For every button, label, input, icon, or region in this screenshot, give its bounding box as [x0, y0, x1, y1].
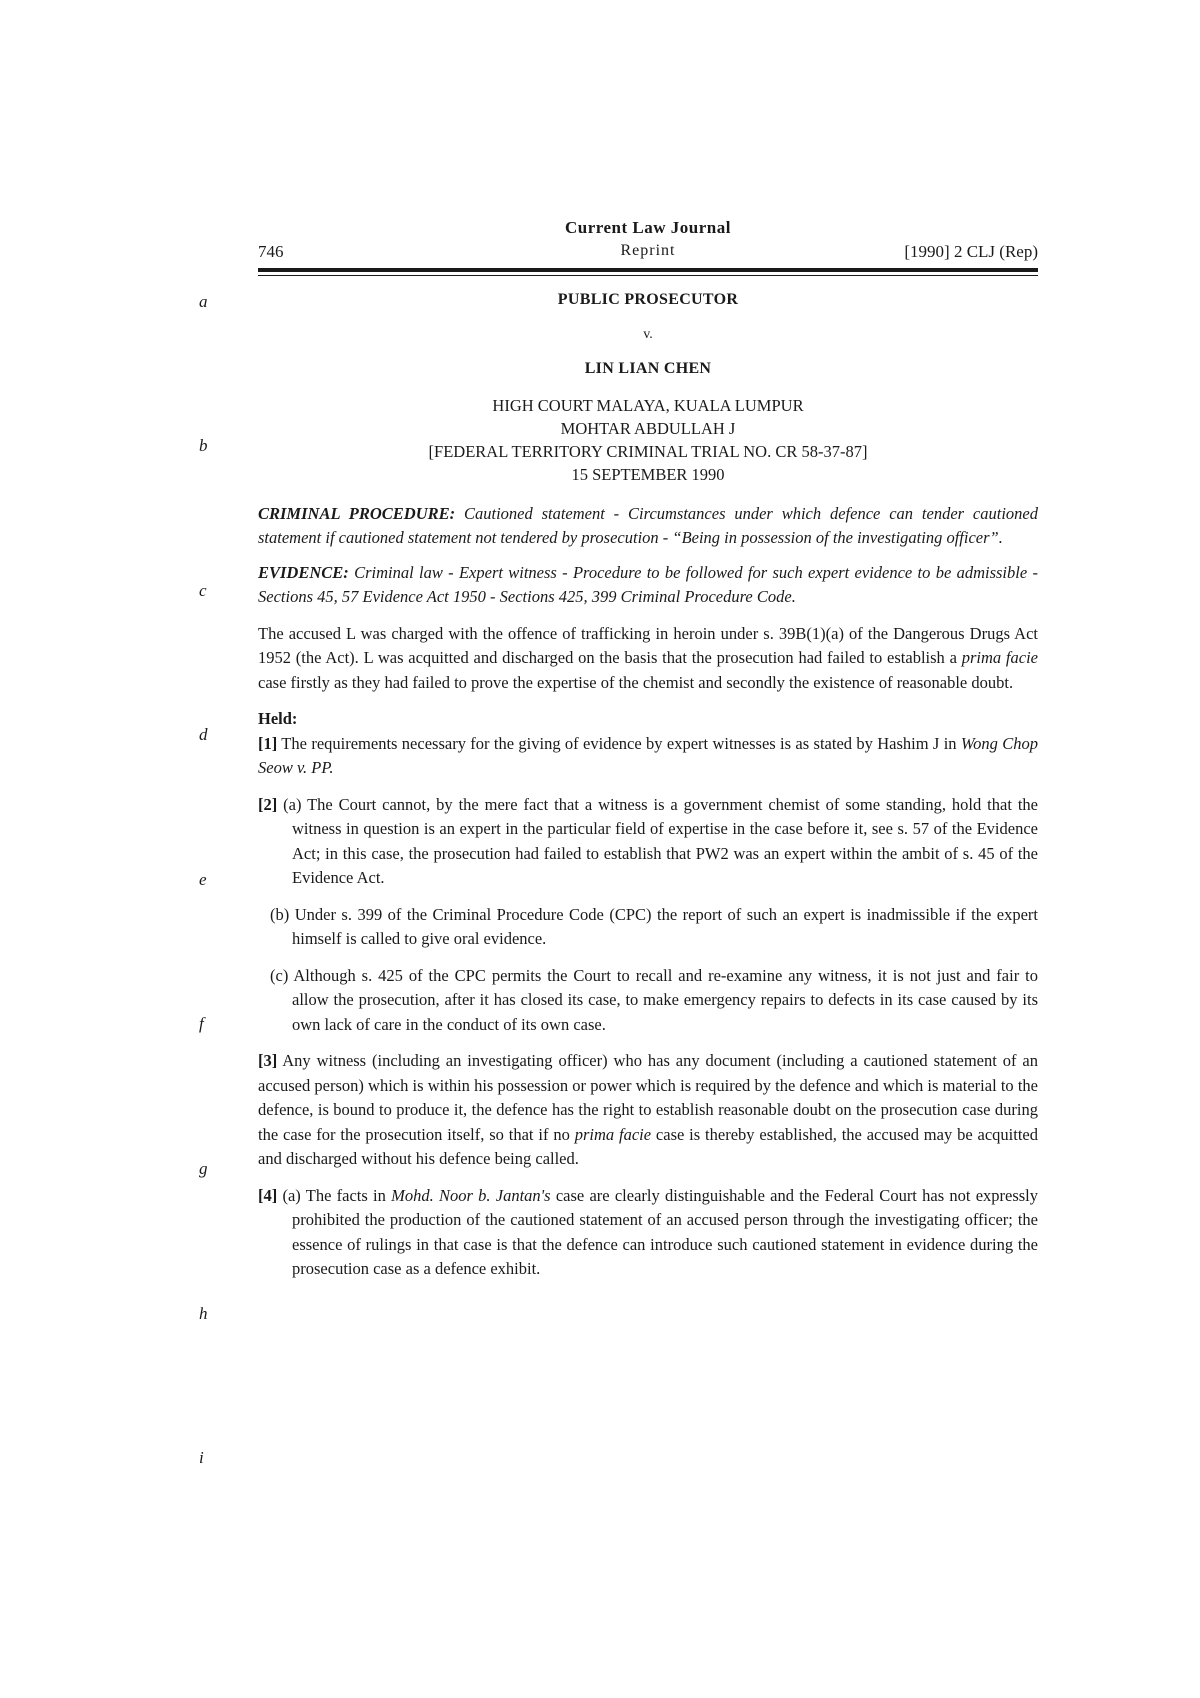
versus: v. [643, 326, 653, 342]
court-name: HIGH COURT MALAYA, KUALA LUMPUR [492, 395, 804, 415]
judgment-date: 15 SEPTEMBER 1990 [571, 464, 725, 484]
holding-2b: (b) Under s. 399 of the Criminal Procedure Code (CPC) the report of such an expert is inadmissible if the expert himself is called to give oral evidence. [270, 904, 1038, 948]
margin-letter-c: c [199, 581, 207, 600]
catchword-criminal-procedure: CRIMINAL PROCEDURE: Cautioned statement - Circumstances under which defence can tender cautioned statement if cautioned statement not tendered by prosecution - “Being in possession of the investigating officer”. [258, 503, 1038, 547]
margin-letter-i: i [199, 1448, 204, 1467]
case-report-body [258, 288, 1038, 1282]
margin-letter-b: b [199, 436, 208, 455]
margin-letter-f: f [199, 1014, 204, 1033]
catchword-evidence: EVIDENCE: Criminal law - Expert witness - Procedure to be followed for such expert evidence to be admissible - Sections 45, 57 Evidence Act 1950 - Sections 425, 399 Criminal Procedure Code. [258, 562, 1038, 606]
header-rule-thin [258, 275, 1038, 276]
margin-letter-a: a [199, 292, 208, 311]
holding-4a: [4] (a) The facts in Mohd. Noor b. Jantan's case are clearly distinguishable and the Federal Court has not expressly prohibited the production of the cautioned statement of an accused person through the investigating officer; the essence of rulings in that case is that the defence can introduce such cautioned statement in evidence during the prosecution case as a defence exhibit. [258, 1185, 1039, 1278]
running-header [258, 218, 1038, 268]
judge-name: MOHTAR ABDULLAH J [560, 418, 736, 438]
margin-letter-g: g [199, 1159, 208, 1178]
margin-letter-h: h [199, 1304, 208, 1323]
holding-1: [1] The requirements necessary for the giving of evidence by expert witnesses is as stated by Hashim J in Wong Chop Seow v. PP. [258, 733, 1038, 777]
page-number: 746 [258, 242, 284, 261]
case-summary: The accused L was charged with the offence of trafficking in heroin under s. 39B(1)(a) of the Dangerous Drugs Act 1952 (the Act). L was acquitted and discharged on the basis that the prosecution had failed to establish a prima facie case firstly as they had failed to prove the expertise of the chemist and secondly the existence of reasonable doubt. [258, 623, 1038, 692]
holding-2a: [2] (a) The Court cannot, by the mere fact that a witness is a government chemist of some standing, hold that the witness in question is an expert in the particular field of expertise in the case before it, see s. 57 of the Evidence Act; in this case, the prosecution had failed to establish that PW2 was an expert within the ambit of s. 45 of the Evidence Act. [258, 794, 1038, 887]
journal-title: Current Law Journal [565, 218, 731, 237]
holding-2c: (c) Although s. 425 of the CPC permits the Court to recall and re-examine any witness, it is not just and fair to allow the prosecution, after it has closed its case, to make emergency repairs to defects in its case caused by its own lack of care in the conduct of its own case. [270, 965, 1038, 1034]
reprint-label: Reprint [620, 242, 676, 259]
header-rule [258, 268, 1038, 272]
trial-number: [FEDERAL TERRITORY CRIMINAL TRIAL NO. CR 58-37-87] [428, 441, 868, 461]
holding-3: [3] Any witness (including an investigating officer) who has any document (including a cautioned statement of an accused person) which is within his possession or power which is required by the defence and which is material to the defence, is bound to produce it, the defence has the right to establish reasonable doubt on the prosecution case during the case for the prosecution itself, so that if no prima facie case is thereby established, the accused may be acquitted and discharged without his defence being called. [258, 1051, 1038, 1168]
citation: [1990] 2 CLJ (Rep) [904, 242, 1038, 261]
party-prosecutor: PUBLIC PROSECUTOR [557, 291, 739, 308]
held-heading: Held: [258, 709, 298, 728]
court-details [258, 394, 1038, 486]
margin-letter-d: d [199, 725, 208, 744]
margin-letter-e: e [199, 870, 207, 889]
party-accused: LIN LIAN CHEN [584, 360, 712, 377]
